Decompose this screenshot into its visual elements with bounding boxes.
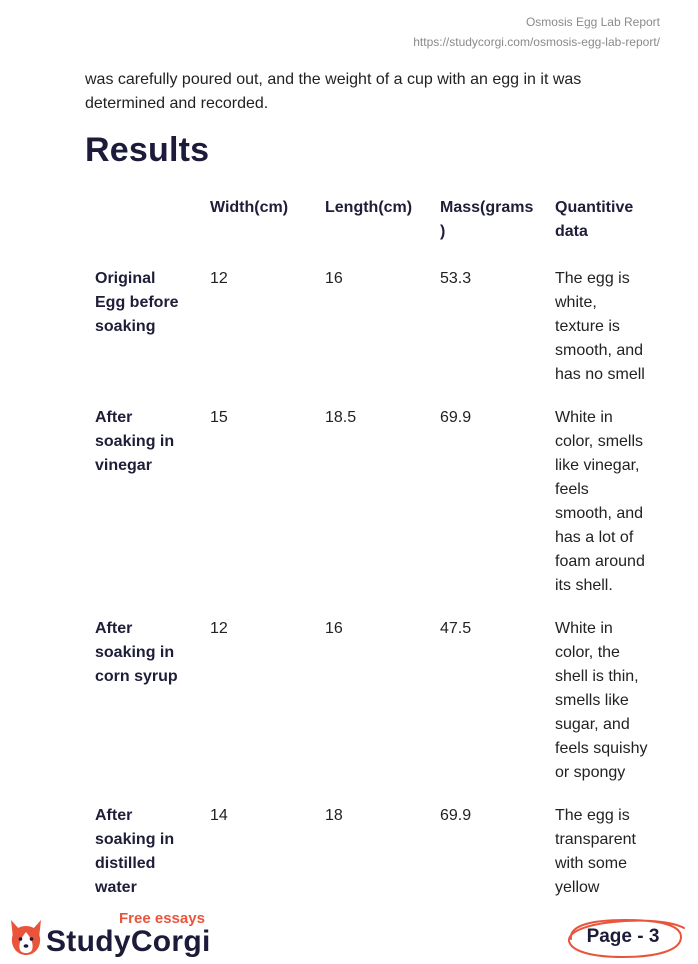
logo-tagline: Free essays: [119, 910, 205, 927]
table-cell: The egg is transparent with some yellow: [555, 807, 636, 896]
logo-brand-name: StudyCorgi: [46, 925, 211, 958]
column-header: Quantitive data: [555, 199, 634, 240]
table-header-row: [85, 193, 660, 264]
table-cell: 69.9: [440, 807, 472, 824]
studycorgi-logo[interactable]: [8, 910, 218, 960]
row-label: After soaking in distilled water: [95, 807, 175, 896]
page-number-badge: [563, 915, 686, 961]
table-cell: 12: [210, 620, 228, 637]
table-row: [85, 614, 660, 801]
table-cell: 18.5: [325, 409, 357, 426]
table-row: [85, 403, 660, 614]
table-cell: 53.3: [440, 270, 472, 287]
results-table: [85, 193, 660, 916]
column-header: Width(cm): [210, 199, 289, 216]
row-label: Original Egg before soaking: [95, 270, 179, 335]
table-cell: 15: [210, 409, 228, 426]
table-cell: 16: [325, 620, 343, 637]
table-cell: 16: [325, 270, 343, 287]
column-header: Mass(grams): [440, 199, 534, 240]
table-cell: White in color, the shell is thin, smells like sugar, and feels squishy or spongy: [555, 620, 648, 781]
column-header: [85, 193, 200, 264]
page-number: Page - 3: [586, 926, 660, 947]
table-cell: 14: [210, 807, 228, 824]
page-header: [413, 12, 660, 52]
intro-text: was carefully poured out, and the weight of a cup with an egg in it was determined and recorded.: [85, 71, 582, 112]
table-cell: 47.5: [440, 620, 472, 637]
table-cell: White in color, smells like vinegar, feels smooth, and has a lot of foam around its shell.: [555, 409, 645, 594]
header-url[interactable]: https://studycorgi.com/osmosis-egg-lab-report/: [413, 35, 660, 49]
table-cell: The egg is white, texture is smooth, and has no smell: [555, 270, 645, 383]
column-header: Length(cm): [325, 199, 413, 216]
table-cell: 69.9: [440, 409, 472, 426]
row-label: After soaking in corn syrup: [95, 620, 178, 685]
table-cell: 12: [210, 270, 228, 287]
header-doc-title: Osmosis Egg Lab Report: [525, 15, 660, 29]
table-row: [85, 801, 660, 916]
table-cell: 18: [325, 807, 343, 824]
row-label: After soaking in vinegar: [95, 409, 175, 474]
intro-paragraph: [85, 68, 625, 116]
section-title: Results: [85, 131, 210, 169]
table-row: [85, 264, 660, 403]
corgi-icon: [8, 916, 44, 956]
